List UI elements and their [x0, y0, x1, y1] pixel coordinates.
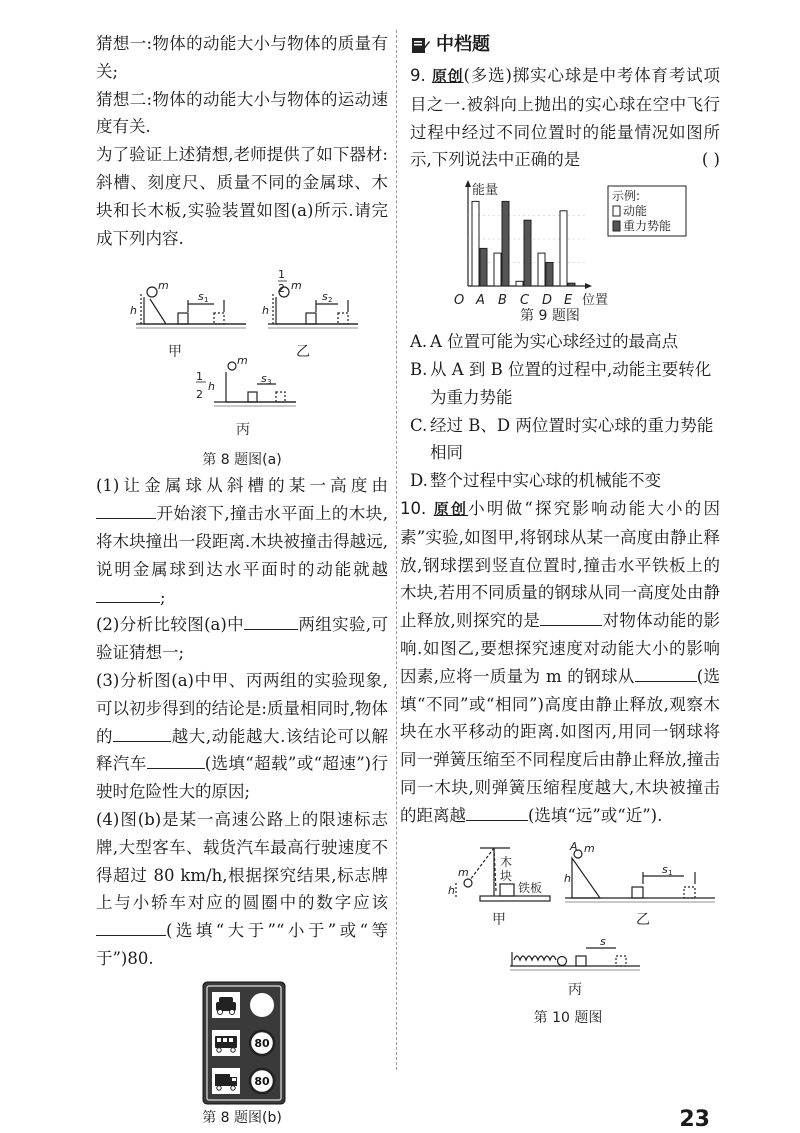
fig10-bing-label: 丙 [568, 981, 582, 998]
fig10-jia-label: 甲 [492, 911, 506, 928]
bar-kinetic-A [472, 202, 479, 287]
car-speed-circle [250, 993, 274, 1017]
fig8a-yi-label-m: m [291, 279, 302, 293]
q9-option-a-text: A 位置可能为实心球经过的最高点 [430, 332, 679, 352]
q8-2-blank[interactable] [244, 611, 298, 630]
fig8b-caption: 第 8 题图(b) [202, 1109, 282, 1126]
fig10-yi-label: 乙 [636, 911, 650, 928]
q9-option-c-letter: C. [410, 415, 428, 435]
bar-kinetic-D [538, 253, 545, 286]
fig10-bing-setup [510, 948, 640, 970]
pencil-note-icon [410, 35, 430, 55]
q10-original-badge: 原创 [433, 499, 469, 518]
fig10-label-mu: 木 [500, 854, 513, 869]
q9-option-d-text: 整个过程中实心球的机械能不变 [430, 471, 661, 491]
x-tick-B: B [498, 293, 507, 309]
q8-1-blank-2[interactable] [96, 584, 160, 603]
fig10-caption: 第 10 题图 [533, 1009, 603, 1026]
q9-multi-tag: (多选) [463, 66, 512, 85]
x-tick-A: A [476, 293, 485, 309]
fig8a-label-m: m [158, 279, 169, 293]
fig10-yi-label-A: A [570, 839, 578, 853]
fig8a-yi-label-h: h [262, 304, 269, 318]
x-tick-D: D [542, 293, 553, 309]
q9-option-a[interactable] [410, 328, 720, 356]
bar-potential-D [546, 263, 553, 287]
section-header [410, 30, 720, 60]
bar-potential-A [480, 249, 487, 287]
fig8a-yi-label-s2-sub: 2 [328, 296, 333, 305]
q8-2-text-a: (2)分析比较图(a)中 [96, 615, 245, 635]
fig8a-bing-label: 丙 [236, 422, 250, 439]
q9-option-d[interactable] [410, 467, 720, 495]
q9-option-b-letter: B. [410, 359, 428, 379]
bar-kinetic-C [516, 281, 523, 286]
chart-caption: 第 9 题图 [520, 308, 580, 325]
x-tick-C: C [520, 293, 530, 309]
chart-x-label: 位置 [582, 293, 609, 309]
q8-4-text-a: (4)图(b)是某一高速公路上的限速标志牌,大型客车、载货汽车最高行驶速度不得超过 80 km/h,根据探究结果,标志牌上与小轿车对应的圆圈中的数字应该 [96, 809, 388, 913]
fig8a-bing-label-s: s [261, 372, 267, 386]
legend-title: 示例: [612, 189, 641, 204]
chart-origin-label: O [454, 293, 465, 309]
q8-1-text-b: 开始滚下,撞击水平面上的木块,将木块撞出一段距离.木块被撞击得越远,说明金属球到达水平面时的动能就越 [96, 504, 388, 579]
q9-option-c[interactable] [410, 412, 720, 468]
q8-part4 [96, 806, 388, 973]
bar-potential-B [502, 202, 509, 287]
q10-blank-3[interactable] [466, 802, 528, 821]
q10-blank-1[interactable] [540, 607, 602, 626]
fig8a-bing-half-den: 2 [196, 388, 203, 402]
fig8a-label-s: s [198, 290, 204, 304]
fig8a-yi-label: 乙 [296, 344, 310, 361]
fig10-label-tieban: 铁板 [518, 880, 543, 895]
fig8a-yi-half-num: 1 [278, 268, 285, 282]
x-tick-E: E [564, 293, 573, 309]
fig8a-label-s1-sub: 1 [204, 296, 209, 305]
fig10-label-kuai: 块 [500, 868, 513, 883]
speed-limit-sign [202, 981, 286, 1105]
q8-3-text-b: 越大,动能越大.该结论可以解释汽车 [96, 726, 388, 774]
figure-10 [410, 836, 720, 1036]
hypothesis-2: 猜想二:物体的动能大小与物体的运动速度有关. [96, 89, 388, 137]
q9-number: 9. [410, 66, 426, 85]
q10-text-1: 小明做“探究影响动能大小的因素”实验,如图甲,将钢球从某一高度由静止释放,钢球摆到竖直位置时,撞击水平铁板上的木块,若用不同质量的钢球从同一高度处由静止释放,则探究的是 [400, 498, 720, 631]
fig10-yi-setup [565, 850, 715, 902]
q9-option-b[interactable] [410, 356, 720, 412]
bar-kinetic-B [494, 253, 501, 286]
bar-potential-C [524, 220, 531, 286]
fig8a-bing-label-m: m [237, 354, 248, 368]
fig10-yi-label-s1-sub: 1 [668, 868, 673, 877]
q8-3-blank-1[interactable] [113, 723, 171, 742]
q10-text-2: 对物体动能的影响.如图乙,要想探究速度对动能大小的影响因素,应将一质量为 m 的钢球从 [400, 611, 720, 686]
fig10-yi-label-m: m [584, 841, 595, 855]
q9-original-badge: 原创 [431, 67, 464, 85]
fig10-bing-label-s: s [600, 934, 606, 948]
chart-y-arrow [465, 180, 471, 187]
q8-1-text-a: (1)让金属球从斜槽的某一高度由 [96, 476, 388, 496]
q8-3-text-c: (选填“超载”或“超速”)行驶时危险性大的原因; [96, 754, 389, 802]
figure-8a [96, 252, 388, 472]
fig8a-bing-label-h: h [208, 380, 215, 394]
fig8a-bing-half-num: 1 [196, 370, 203, 384]
q8-1-text-c: ; [160, 587, 166, 607]
q9-stem [410, 62, 720, 174]
fig8a-label-h: h [130, 304, 137, 318]
q8-1-blank-1[interactable] [96, 500, 156, 519]
left-column [96, 30, 389, 1126]
right-column [400, 30, 721, 1036]
fig10-jia-label-m: m [458, 865, 469, 879]
q8-2-text-b: 两组实验,可验证猜想一; [96, 615, 388, 663]
fig8a-caption: 第 8 题图(a) [202, 452, 282, 469]
bus-speed-value: 80 [254, 1036, 270, 1050]
fig10-yi-label-s: s [662, 862, 668, 876]
fig8a-bing-setup [214, 362, 296, 406]
bar-potential-E [568, 283, 575, 286]
q9-option-c-text: 经过 B、D 两位置时实心球的重力势能相同 [430, 415, 714, 463]
legend-potential-swatch [613, 221, 620, 231]
chart-legend [608, 186, 686, 236]
q10-stem [400, 495, 720, 830]
chart-y-label: 能量 [472, 183, 499, 199]
q10-text-4: (选填“远”或“近”). [528, 805, 663, 825]
legend-potential-label: 重力势能 [623, 219, 672, 234]
q9-answer-paren[interactable]: ( ) [701, 150, 720, 170]
setup-text: 为了验证上述猜想,老师提供了如下器材:斜槽、刻度尺、质量不同的金属球、木块和长木板,实验装置如图(a)所示.请完成下列内容. [96, 145, 388, 248]
q10-number: 10. [400, 498, 427, 518]
figure-8b [96, 973, 388, 1126]
fig10-yi-label-h: h [564, 871, 571, 885]
truck-speed-value: 80 [254, 1074, 270, 1088]
fig8a-jia-label: 甲 [168, 344, 182, 361]
chart-x-arrow [585, 283, 592, 289]
q10-blank-2[interactable] [635, 663, 697, 682]
column-divider [396, 30, 397, 1070]
fig8a-jia-setup [136, 287, 246, 328]
q9-option-a-letter: A. [410, 332, 428, 352]
q8-4-text-b: (选填“大于”“小于”或“等于”)80. [96, 921, 388, 968]
page-number: 23 [679, 1107, 710, 1132]
q8-3-text-a: (3)分析图(a)中甲、丙两组的实验现象,可以初步得到的结论是:质量相同时,物体的 [96, 670, 388, 746]
section-title: 中档题 [436, 34, 490, 56]
q8-part1 [96, 472, 388, 611]
q9-options [410, 328, 720, 495]
q8-part3 [96, 667, 388, 806]
fig8a-bing-label-s3-sub: 3 [267, 378, 272, 387]
fig10-jia-label-h: h [448, 883, 455, 897]
q8-part2 [96, 611, 388, 667]
legend-kinetic-swatch [613, 206, 620, 216]
bar-kinetic-E [560, 211, 567, 286]
fig8a-yi-half-den: 2 [278, 282, 285, 296]
legend-kinetic-label: 动能 [623, 204, 648, 219]
q8-4-blank[interactable] [96, 917, 166, 936]
hypothesis-1: 猜想一:物体的动能大小与物体的质量有关; [96, 34, 388, 81]
fig8a-yi-label-s: s [322, 290, 328, 304]
q9-option-b-text: 从 A 到 B 位置的过程中,动能主要转化为重力势能 [430, 359, 712, 407]
q9-text: 掷实心球是中考体育考试项目之一.被斜向上抛出的实心球在空中飞行过程中经过不同位置时的能量情况如图所示,下列说法中正确的是 [410, 66, 721, 170]
q10-text-3: (选填“不同”或“相同”)高度由静止释放,观察木块在水平移动的距离.如图丙,用同一钢球将同一弹簧压缩至不同程度后由静止释放,撞击同一木块,则弹簧压缩程度越大,木块被撞击的距离越 [400, 666, 720, 825]
q9-option-d-letter: D. [410, 471, 428, 491]
q8-3-blank-2[interactable] [147, 750, 205, 769]
figure-9-chart [410, 174, 720, 324]
